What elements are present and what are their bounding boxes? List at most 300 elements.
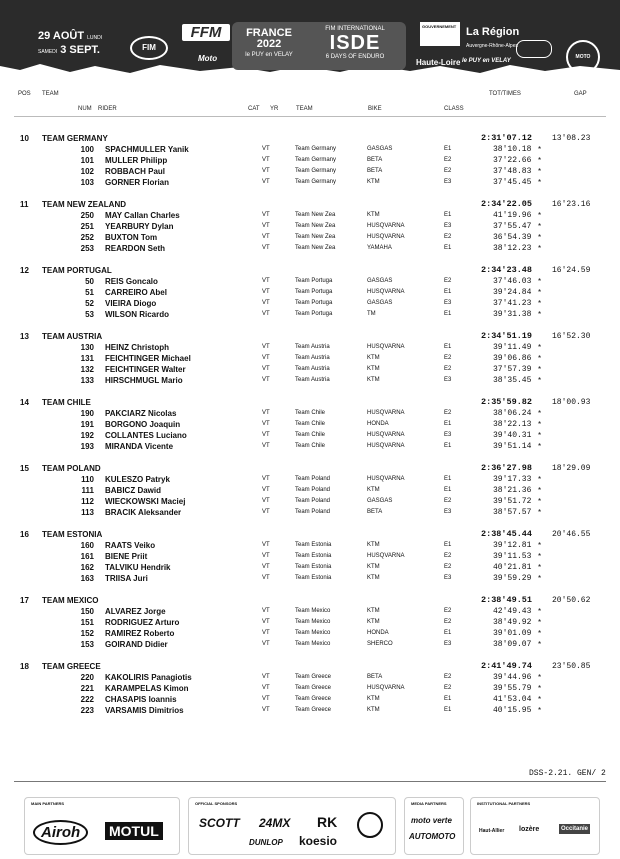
rider-row <box>0 298 620 309</box>
rider-name: HIRSCHMUGL Mario <box>105 376 183 385</box>
rider-number: 192 <box>80 431 94 440</box>
rider-row <box>0 540 620 551</box>
rider-class: E1 <box>444 289 452 295</box>
rider-marker: * <box>538 618 542 627</box>
rider-bike: GASGAS <box>367 278 393 284</box>
rider-row <box>0 485 620 496</box>
team-position: 18 <box>20 662 29 671</box>
rider-category: VT <box>262 608 270 614</box>
rider-time: 40'21.81 <box>493 563 532 572</box>
institutional-partners-title: INSTITUTIONAL PARTNERS <box>477 801 531 806</box>
rider-name: WILSON Ricardo <box>105 310 170 319</box>
rider-bike: HUSQVARNA <box>367 410 405 416</box>
rk-logo: RK <box>317 814 338 830</box>
team-position: 12 <box>20 266 29 275</box>
rider-row <box>0 683 620 694</box>
rider-team: Team Germany <box>295 168 337 174</box>
rider-class: E3 <box>444 377 452 383</box>
rider-bike: HUSQVARNA <box>367 443 405 449</box>
rider-category: VT <box>262 289 270 295</box>
rider-class: E1 <box>444 707 452 713</box>
rider-name: TRIISA Juri <box>105 574 148 583</box>
team-total-time: 2:41'49.74 <box>481 661 533 671</box>
team-row <box>0 133 620 144</box>
rider-class: E3 <box>444 223 452 229</box>
rider-row <box>0 375 620 386</box>
rider-category: VT <box>262 212 270 218</box>
rider-team: Team Germany <box>295 146 337 152</box>
rider-class: E3 <box>444 432 452 438</box>
rider-row <box>0 144 620 155</box>
media-partners-box <box>404 797 464 855</box>
rider-class: E1 <box>444 311 452 317</box>
rider-category: VT <box>262 641 270 647</box>
rider-category: VT <box>262 300 270 306</box>
rider-marker: * <box>538 541 542 550</box>
rider-time: 38'12.23 <box>493 244 532 253</box>
rider-category: VT <box>262 476 270 482</box>
rider-bike: KTM <box>367 707 380 713</box>
rider-row <box>0 221 620 232</box>
rider-number: 150 <box>80 607 94 616</box>
rider-row <box>0 551 620 562</box>
rider-marker: * <box>538 420 542 429</box>
rider-row <box>0 353 620 364</box>
rider-team: Team Germany <box>295 157 337 163</box>
rider-number: 163 <box>80 574 94 583</box>
rider-number: 102 <box>80 167 94 176</box>
rider-team: Team Poland <box>295 487 331 493</box>
rider-class: E2 <box>444 498 452 504</box>
rider-name: BRACIK Aleksander <box>105 508 182 517</box>
team-position: 14 <box>20 398 29 407</box>
rider-bike: KTM <box>367 355 380 361</box>
footer-rule <box>14 781 606 782</box>
rider-name: HEINZ Christoph <box>105 343 169 352</box>
rider-category: VT <box>262 146 270 152</box>
rider-marker: * <box>538 409 542 418</box>
rider-row <box>0 672 620 683</box>
rider-team: Team Austria <box>295 366 330 372</box>
rider-bike: KTM <box>367 212 380 218</box>
rider-number: 161 <box>80 552 94 561</box>
rider-class: E1 <box>444 212 452 218</box>
team-row <box>0 661 620 672</box>
team-position: 16 <box>20 530 29 539</box>
partners-strip <box>24 797 600 855</box>
rider-class: E2 <box>444 564 452 570</box>
rider-team: Team Greece <box>295 707 332 713</box>
rider-bike: HUSQVARNA <box>367 432 405 438</box>
rider-time: 40'15.95 <box>493 706 532 715</box>
rider-category: VT <box>262 344 270 350</box>
rider-team: Team Austria <box>295 377 330 383</box>
rider-name: GOIRAND Didier <box>105 640 168 649</box>
rider-bike: HONDA <box>367 421 389 427</box>
team-gap: 20'46.55 <box>552 530 591 539</box>
rider-class: E2 <box>444 157 452 163</box>
main-partners-box <box>24 797 180 855</box>
rider-time: 37'46.03 <box>493 277 532 286</box>
rider-marker: * <box>538 156 542 165</box>
rider-time: 37'48.83 <box>493 167 532 176</box>
rider-marker: * <box>538 706 542 715</box>
rider-class: E3 <box>444 641 452 647</box>
team-row <box>0 529 620 540</box>
rider-number: 152 <box>80 629 94 638</box>
airoh-logo: Airoh <box>33 820 88 845</box>
rider-category: VT <box>262 498 270 504</box>
rider-team: Team Portuga <box>295 289 333 295</box>
rider-number: 251 <box>80 222 94 231</box>
rider-category: VT <box>262 685 270 691</box>
col-gap: GAP <box>574 91 587 97</box>
rider-class: E2 <box>444 234 452 240</box>
rider-marker: * <box>538 442 542 451</box>
rider-bike: BETA <box>367 509 383 515</box>
col-cat: CAT <box>248 106 260 112</box>
rider-class: E1 <box>444 487 452 493</box>
team-name: TEAM PORTUGAL <box>42 266 112 275</box>
rider-class: E3 <box>444 575 452 581</box>
team-name: TEAM AUSTRIA <box>42 332 103 341</box>
rider-row <box>0 166 620 177</box>
rider-time: 39'01.09 <box>493 629 532 638</box>
rider-name: ROBBACH Paul <box>105 167 166 176</box>
rider-number: 113 <box>81 508 94 517</box>
team-gap: 13'08.23 <box>552 134 591 143</box>
rider-bike: KTM <box>367 608 380 614</box>
rider-marker: * <box>538 640 542 649</box>
team-name: TEAM GREECE <box>42 662 101 671</box>
rider-class: E2 <box>444 553 452 559</box>
rider-name: MULLER Philipp <box>105 156 168 165</box>
rider-number: 252 <box>80 233 94 242</box>
document-code: DSS-2.21. GEN/ 2 <box>529 769 606 778</box>
rider-team: Team Estonia <box>295 564 332 570</box>
rider-class: E3 <box>444 179 452 185</box>
team-row <box>0 265 620 276</box>
team-total-time: 2:34'51.19 <box>481 331 533 341</box>
rider-row <box>0 177 620 188</box>
rider-bike: KTM <box>367 377 380 383</box>
team-position: 17 <box>20 596 29 605</box>
rider-name: WIECKOWSKI Maciej <box>105 497 186 506</box>
rider-team: Team New Zea <box>295 223 336 229</box>
rider-row <box>0 364 620 375</box>
rider-category: VT <box>262 575 270 581</box>
rider-class: E2 <box>444 366 452 372</box>
rider-number: 253 <box>80 244 94 253</box>
team-position: 11 <box>20 200 29 209</box>
rider-marker: * <box>538 497 542 506</box>
media-partners-title: MEDIA PARTNERS <box>411 801 447 806</box>
institutional-partners-box <box>470 797 600 855</box>
rider-name: TALVIKU Hendrik <box>105 563 171 572</box>
rider-bike: KTM <box>367 619 380 625</box>
rider-number: 52 <box>85 299 94 308</box>
rider-marker: * <box>538 486 542 495</box>
occitanie-logo: Occitanie <box>561 826 589 832</box>
rider-bike: HONDA <box>367 630 389 636</box>
rider-category: VT <box>262 355 270 361</box>
rider-class: E2 <box>444 685 452 691</box>
rider-time: 37'45.45 <box>493 178 532 187</box>
rider-number: 193 <box>80 442 94 451</box>
rider-marker: * <box>538 167 542 176</box>
rider-category: VT <box>262 564 270 570</box>
rider-row <box>0 507 620 518</box>
rider-marker: * <box>538 684 542 693</box>
rider-team: Team Estonia <box>295 553 332 559</box>
rider-row <box>0 155 620 166</box>
rider-name: MAY Callan Charles <box>105 211 180 220</box>
rider-bike: HUSQVARNA <box>367 553 405 559</box>
rider-time: 41'19.96 <box>493 211 532 220</box>
rider-marker: * <box>538 552 542 561</box>
rider-team: Team New Zea <box>295 212 336 218</box>
rider-class: E1 <box>444 421 452 427</box>
rider-number: 50 <box>85 277 94 286</box>
team-total-time: 2:34'22.05 <box>481 199 533 209</box>
col-pos: POS <box>18 91 31 97</box>
rider-number: 153 <box>80 640 94 649</box>
rider-row <box>0 430 620 441</box>
rider-category: VT <box>262 509 270 515</box>
team-gap: 16'52.30 <box>552 332 591 341</box>
col-bike: BIKE <box>368 106 382 112</box>
motul-logo: MOTUL <box>105 822 163 840</box>
rider-number: 151 <box>80 618 94 627</box>
rider-time: 39'59.29 <box>493 574 532 583</box>
rider-row <box>0 617 620 628</box>
rider-name: ALVAREZ Jorge <box>105 607 166 616</box>
rider-team: Team Greece <box>295 674 332 680</box>
team-gap: 18'00.93 <box>552 398 591 407</box>
rider-time: 39'12.81 <box>493 541 532 550</box>
rider-name: PAKCIARZ Nicolas <box>105 409 177 418</box>
rider-marker: * <box>538 574 542 583</box>
rider-category: VT <box>262 707 270 713</box>
rider-class: E2 <box>444 619 452 625</box>
automoto-logo: AUTOMOTO <box>409 832 456 841</box>
team-name: TEAM GERMANY <box>42 134 108 143</box>
rider-time: 38'35.45 <box>493 376 532 385</box>
rider-name: REIS Goncalo <box>105 277 158 286</box>
team-gap: 20'50.62 <box>552 596 591 605</box>
rider-bike: GASGAS <box>367 146 393 152</box>
rider-bike: KTM <box>367 179 380 185</box>
rider-name: BORGONO Joaquin <box>105 420 181 429</box>
rider-time: 39'17.33 <box>493 475 532 484</box>
rider-number: 110 <box>81 475 94 484</box>
rider-row <box>0 419 620 430</box>
rider-time: 37'55.47 <box>493 222 532 231</box>
team-name: TEAM POLAND <box>42 464 101 473</box>
rider-time: 39'55.79 <box>493 684 532 693</box>
rider-marker: * <box>538 343 542 352</box>
rider-time: 37'41.23 <box>493 299 532 308</box>
rider-number: 160 <box>80 541 94 550</box>
rider-bike: KTM <box>367 575 380 581</box>
col-rider: RIDER <box>98 106 117 112</box>
rider-number: 223 <box>80 706 94 715</box>
rider-team: Team Poland <box>295 509 331 515</box>
rider-team: Team Portuga <box>295 311 333 317</box>
rider-class: E1 <box>444 542 452 548</box>
rider-number: 132 <box>80 365 94 374</box>
rider-category: VT <box>262 168 270 174</box>
rider-name: KULESZO Patryk <box>105 475 170 484</box>
rider-category: VT <box>262 157 270 163</box>
rider-team: Team Chile <box>295 410 326 416</box>
rider-bike: TM <box>367 311 376 317</box>
rider-marker: * <box>538 607 542 616</box>
puy-en-velay-logo: le PUY en VELAY <box>462 58 511 64</box>
rider-row <box>0 639 620 650</box>
team-total-time: 2:36'27.98 <box>481 463 533 473</box>
rider-time: 36'54.39 <box>493 233 532 242</box>
moto-club-logo: MOTO CLUB <box>566 40 600 74</box>
rider-marker: * <box>538 376 542 385</box>
rider-bike: GASGAS <box>367 498 393 504</box>
rider-bike: KTM <box>367 542 380 548</box>
rider-time: 38'49.92 <box>493 618 532 627</box>
rider-class: E2 <box>444 278 452 284</box>
rider-class: E2 <box>444 674 452 680</box>
team-total-time: 2:38'45.44 <box>481 529 533 539</box>
rider-number: 112 <box>81 497 94 506</box>
team-total-time: 2:35'59.82 <box>481 397 533 407</box>
rider-category: VT <box>262 432 270 438</box>
rider-time: 42'49.43 <box>493 607 532 616</box>
rider-team: Team Germany <box>295 179 337 185</box>
header-rule <box>14 116 606 117</box>
rider-category: VT <box>262 311 270 317</box>
rider-time: 39'51.72 <box>493 497 532 506</box>
rider-time: 39'40.31 <box>493 431 532 440</box>
rider-number: 250 <box>80 211 94 220</box>
haute-loire-logo: Haute-Loire LE DÉPARTEMENT <box>416 58 461 75</box>
rider-row <box>0 705 620 716</box>
main-partners-title: MAIN PARTNERS <box>31 801 65 806</box>
rider-row <box>0 496 620 507</box>
rider-bike: HUSQVARNA <box>367 476 405 482</box>
rider-number: 131 <box>80 354 94 363</box>
rider-marker: * <box>538 299 542 308</box>
col-team: TEAM <box>42 91 59 97</box>
event-dates: 29 AOÛT LUNDI SAMEDI 3 SEPT. <box>38 30 103 56</box>
rider-class: E2 <box>444 355 452 361</box>
rider-row <box>0 276 620 287</box>
rider-bike: HUSQVARNA <box>367 223 405 229</box>
rider-bike: BETA <box>367 674 383 680</box>
team-position: 15 <box>20 464 29 473</box>
moto-logo: Moto <box>198 54 218 63</box>
team-row <box>0 463 620 474</box>
rider-category: VT <box>262 630 270 636</box>
rider-number: 53 <box>85 310 94 319</box>
rider-name: RAMIREZ Roberto <box>105 629 175 638</box>
rider-name: VIEIRA Diogo <box>105 299 157 308</box>
isde-logo: FRANCE 2022 le PUY en VELAY FIM INTERNATIONAL ISDE 6 DAYS OF ENDURO <box>232 22 406 70</box>
rider-team: Team Mexico <box>295 630 331 636</box>
rider-time: 39'11.53 <box>493 552 532 561</box>
team-row <box>0 595 620 606</box>
rider-time: 39'51.14 <box>493 442 532 451</box>
rider-name: RAATS Veiko <box>105 541 156 550</box>
rider-class: E1 <box>444 696 452 702</box>
official-sponsors-title: OFFICIAL SPONSORS <box>195 801 238 806</box>
scott-logo: SCOTT <box>199 816 240 830</box>
rider-team: Team Mexico <box>295 619 331 625</box>
rider-team: Team Portuga <box>295 278 333 284</box>
rider-bike: HUSQVARNA <box>367 685 405 691</box>
team-total-time: 2:31'07.12 <box>481 133 533 143</box>
rider-marker: * <box>538 233 542 242</box>
rider-name: VARSAMIS Dimitrios <box>105 706 184 715</box>
team-name: TEAM CHILE <box>42 398 91 407</box>
team-gap: 16'23.16 <box>552 200 591 209</box>
col-class: CLASS <box>444 106 464 112</box>
rider-name: YEARBURY Dylan <box>105 222 174 231</box>
rider-category: VT <box>262 443 270 449</box>
rider-team: Team Estonia <box>295 542 332 548</box>
rider-marker: * <box>538 695 542 704</box>
rider-team: Team Chile <box>295 432 326 438</box>
rider-row <box>0 573 620 584</box>
rider-team: Team Greece <box>295 685 332 691</box>
rider-marker: * <box>538 508 542 517</box>
rider-category: VT <box>262 619 270 625</box>
rider-class: E1 <box>444 146 452 152</box>
rider-bike: GASGAS <box>367 300 393 306</box>
rider-row <box>0 243 620 254</box>
rider-category: VT <box>262 674 270 680</box>
rider-name: RODRIGUEZ Arturo <box>105 618 180 627</box>
rider-row <box>0 287 620 298</box>
rider-bike: SHERCO <box>367 641 393 647</box>
rider-category: VT <box>262 234 270 240</box>
rider-name: CARREIRO Abel <box>105 288 167 297</box>
rider-category: VT <box>262 487 270 493</box>
rider-category: VT <box>262 553 270 559</box>
emblem-logo <box>516 40 552 58</box>
rider-category: VT <box>262 223 270 229</box>
rider-class: E1 <box>444 344 452 350</box>
rider-class: E1 <box>444 443 452 449</box>
rider-marker: * <box>538 288 542 297</box>
rider-time: 38'22.13 <box>493 420 532 429</box>
rider-marker: * <box>538 277 542 286</box>
rider-row <box>0 309 620 320</box>
rider-bike: KTM <box>367 487 380 493</box>
rider-marker: * <box>538 211 542 220</box>
rider-time: 41'53.04 <box>493 695 532 704</box>
rider-row <box>0 694 620 705</box>
rider-marker: * <box>538 244 542 253</box>
rider-class: E1 <box>444 476 452 482</box>
rider-number: 222 <box>80 695 94 704</box>
rider-category: VT <box>262 179 270 185</box>
rider-number: 190 <box>80 409 94 418</box>
rider-team: Team Mexico <box>295 641 331 647</box>
rider-team: Team Austria <box>295 344 330 350</box>
team-gap: 23'50.85 <box>552 662 591 671</box>
rider-bike: HUSQVARNA <box>367 289 405 295</box>
rider-class: E2 <box>444 168 452 174</box>
rider-team: Team Estonia <box>295 575 332 581</box>
